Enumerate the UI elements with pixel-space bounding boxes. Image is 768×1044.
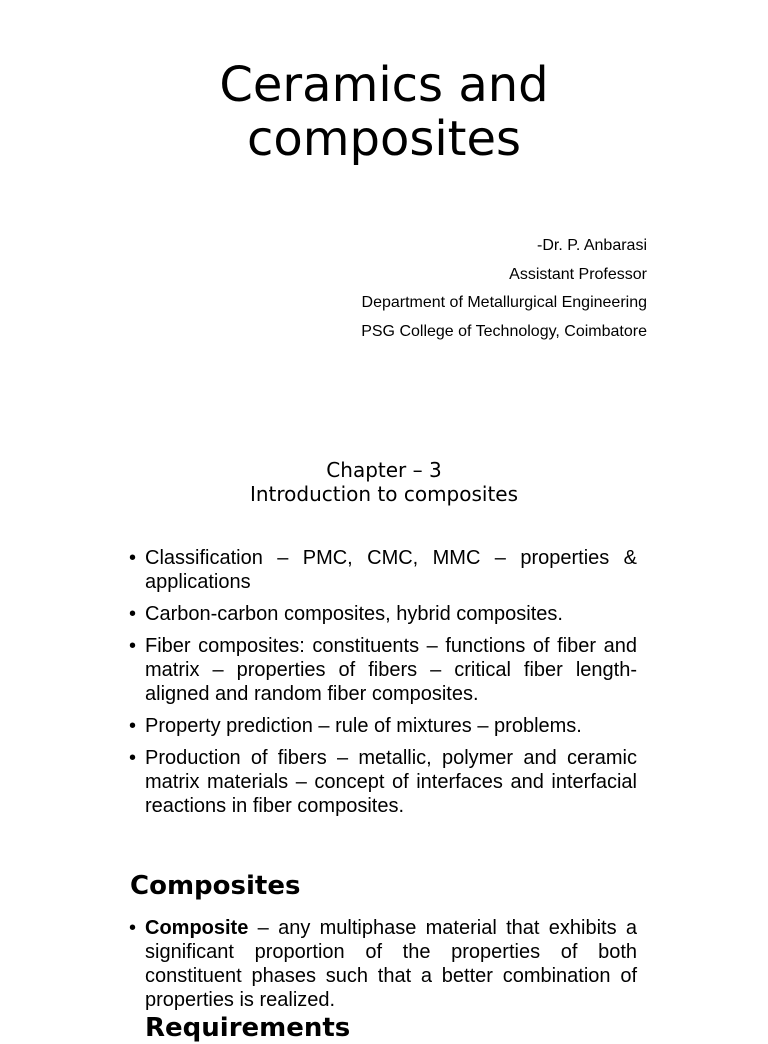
bullet-icon: • [129, 635, 137, 657]
section-heading: Composites [130, 871, 301, 901]
list-item [129, 714, 637, 738]
topic-text: Production of fibers – metallic, polymer and ceramic matrix materials – concept of interfaces and interfacial reactions in fiber composites. [145, 747, 637, 817]
bullet-icon: • [129, 603, 137, 625]
topics-list [129, 546, 637, 826]
bullet-icon: • [129, 917, 137, 939]
title-line-2: composites [246, 111, 522, 167]
author-block [361, 232, 647, 347]
chapter-title: Introduction to composites [249, 482, 519, 506]
definition-body: – any multiphase material that exhibits a significant proportion of the properties of both constituent phases such that a better combination of properties is realized. [145, 917, 637, 1011]
title-line-1: Ceramics and [219, 57, 549, 113]
list-item [129, 602, 637, 626]
topic-text: Property prediction – rule of mixtures – problems. [145, 715, 582, 737]
cutoff-heading: Requirements [145, 1013, 351, 1043]
list-item [129, 634, 637, 706]
bullet-icon: • [129, 715, 137, 737]
author-position: Assistant Professor [509, 265, 647, 283]
definition-list [129, 916, 637, 1020]
bullet-icon: • [129, 747, 137, 769]
topic-text: Carbon-carbon composites, hybrid composites. [145, 603, 563, 625]
author-department: Department of Metallurgical Engineering [361, 294, 647, 312]
bullet-icon: • [129, 547, 137, 569]
chapter-heading [0, 458, 768, 506]
definition-text [145, 916, 637, 1012]
list-item [129, 916, 637, 1012]
author-name: -Dr. P. Anbarasi [537, 237, 647, 254]
definition-term: Composite [145, 917, 249, 939]
topic-text: Fiber composites: constituents – functions of fiber and matrix – properties of fibers – critical fiber length- aligned and random fiber composites. [145, 635, 637, 705]
list-item [129, 746, 637, 818]
author-institution: PSG College of Technology, Coimbatore [361, 323, 647, 341]
slide-title [0, 58, 768, 166]
list-item [129, 546, 637, 594]
chapter-number: Chapter – 3 [326, 458, 442, 482]
topic-text: Classification – PMC, CMC, MMC – properties & applications [145, 547, 637, 593]
